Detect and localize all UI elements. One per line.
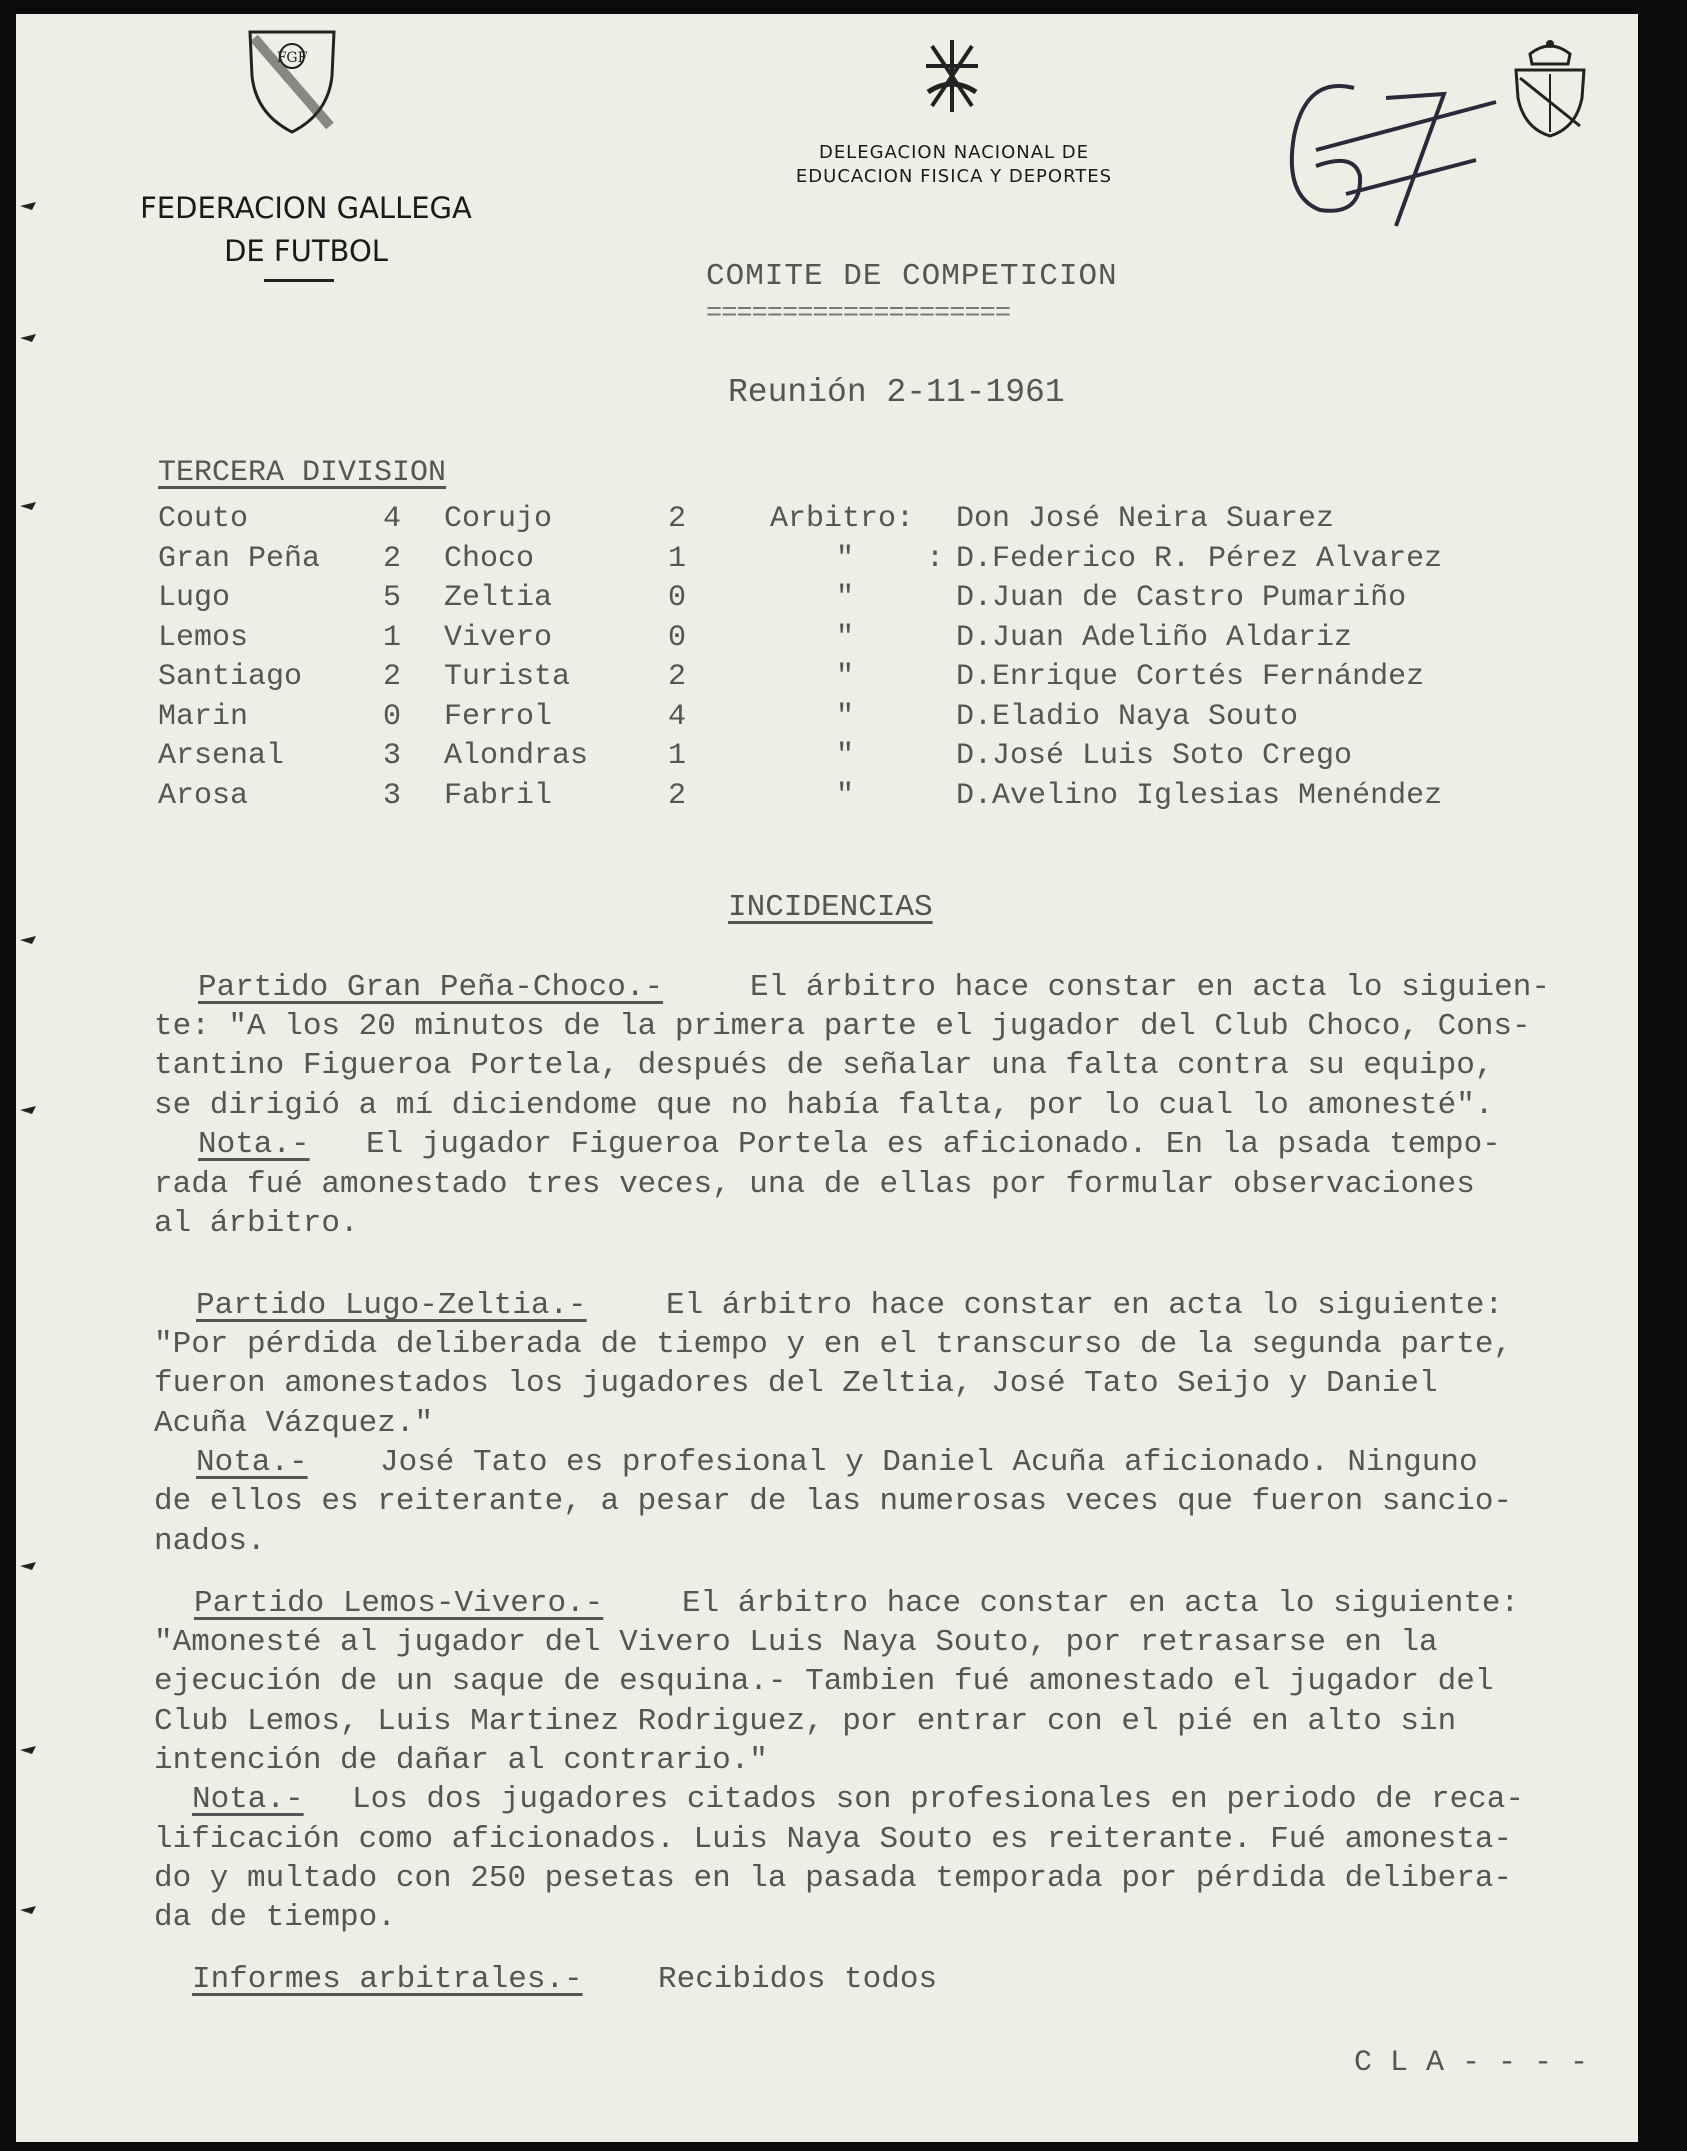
division-heading: TERCERA DIVISION: [158, 456, 447, 490]
home-team: Marin: [158, 700, 249, 734]
referee-prefix: ": [836, 581, 855, 615]
home-score: 3: [383, 739, 402, 773]
note-line: al árbitro.: [154, 1206, 359, 1241]
home-team: Couto: [158, 502, 249, 536]
incident-line: ejecución de un saque de esquina.- Tambien fué amonestado el jugador del: [154, 1664, 1494, 1699]
federation-underline: [264, 279, 334, 282]
incident-line: "Por pérdida deliberada de tiempo y en el transcurso de la segunda parte,: [154, 1327, 1513, 1362]
yoke-arrows-emblem-icon: [922, 36, 982, 118]
incident-line: te: "A los 20 minutos de la primera parte el jugador del Club Choco, Cons-: [154, 1009, 1531, 1044]
referee-name: D.Avelino Iglesias Menéndez: [956, 779, 1443, 813]
away-team: Corujo: [444, 502, 553, 536]
away-score: 1: [668, 739, 687, 773]
referee-prefix: ": [836, 739, 855, 773]
reports-text: Recibidos todos: [658, 1962, 938, 1997]
home-score: 2: [383, 542, 402, 576]
footer-code: C L A - - - -: [1354, 2046, 1589, 2080]
home-score: 5: [383, 581, 402, 615]
crowned-shield-icon: [1510, 34, 1590, 140]
home-score: 4: [383, 502, 402, 536]
note-line: José Tato es profesional y Daniel Acuña aficionado. Ninguno: [380, 1445, 1478, 1480]
incident-line: tantino Figueroa Portela, después de señalar una falta contra su equipo,: [154, 1048, 1494, 1083]
home-team: Santiago: [158, 660, 303, 694]
referee-prefix: ": [836, 660, 855, 694]
binding-notch: [18, 332, 40, 344]
delegation-line2: EDUCACION FISICA Y DEPORTES: [795, 166, 1113, 187]
away-score: 4: [668, 700, 687, 734]
incident-line: fueron amonestados los jugadores del Zeltia, José Tato Seijo y Daniel: [154, 1366, 1438, 1401]
federation-name-line1: FEDERACION GALLEGA: [140, 191, 472, 225]
incident-line: se dirigió a mí diciendome que no había falta, por lo cual lo amonesté".: [154, 1088, 1494, 1123]
reports-heading: Informes arbitrales.-: [192, 1962, 583, 1997]
note-heading: Nota.-: [198, 1127, 310, 1162]
note-line: da de tiempo.: [154, 1900, 396, 1935]
away-score: 0: [668, 581, 687, 615]
away-team: Turista: [444, 660, 571, 694]
document-page: [16, 14, 1638, 2142]
away-score: 1: [668, 542, 687, 576]
referee-name: D.Juan de Castro Pumariño: [956, 581, 1407, 615]
referee-name: D.Federico R. Pérez Alvarez: [956, 542, 1443, 576]
referee-prefix: " :: [836, 542, 945, 576]
home-team: Lemos: [158, 621, 249, 655]
referee-prefix: Arbitro:: [770, 502, 915, 536]
referee-prefix: ": [836, 621, 855, 655]
note-heading: Nota.-: [192, 1782, 304, 1817]
incident-line: "Amonesté al jugador del Vivero Luis Naya Souto, por retrasarse en la: [154, 1625, 1438, 1660]
note-line: do y multado con 250 pesetas en la pasada temporada por pérdida delibera-: [154, 1861, 1513, 1896]
referee-name: D.Eladio Naya Souto: [956, 700, 1299, 734]
referee-prefix: ": [836, 700, 855, 734]
away-score: 0: [668, 621, 687, 655]
away-score: 2: [668, 502, 687, 536]
note-line: nados.: [154, 1524, 266, 1559]
home-score: 0: [383, 700, 402, 734]
incident-line: intención de dañar al contrario.": [154, 1743, 768, 1778]
binding-notch: [18, 1560, 40, 1572]
incident-line: Club Lemos, Luis Martinez Rodriguez, por entrar con el pié en alto sin: [154, 1704, 1457, 1739]
federation-shield-icon: [244, 26, 340, 136]
binding-notch: [18, 1904, 40, 1916]
home-score: 2: [383, 660, 402, 694]
document-title: COMITE DE COMPETICION: [706, 259, 1118, 294]
binding-notch: [18, 934, 40, 946]
referee-name: D.Enrique Cortés Fernández: [956, 660, 1425, 694]
incident-line: El árbitro hace constar en acta lo siguien-: [750, 970, 1550, 1005]
note-line: Los dos jugadores citados son profesionales en periodo de reca-: [352, 1782, 1524, 1817]
away-team: Ferrol: [444, 700, 553, 734]
away-team: Fabril: [444, 779, 553, 813]
incident-line: El árbitro hace constar en acta lo siguiente:: [666, 1288, 1504, 1323]
meeting-date: Reunión 2-11-1961: [728, 374, 1065, 411]
incident-line: Acuña Vázquez.": [154, 1406, 434, 1441]
home-team: Arsenal: [158, 739, 285, 773]
home-team: Arosa: [158, 779, 249, 813]
svg-text:FGF: FGF: [276, 50, 308, 66]
away-team: Zeltia: [444, 581, 553, 615]
note-line: El jugador Figueroa Portela es aficionado. En la psada tempo-: [366, 1127, 1501, 1162]
binding-notch: [18, 1744, 40, 1756]
incident-heading: Partido Lemos-Vivero.-: [194, 1586, 604, 1621]
referee-name: Don José Neira Suarez: [956, 502, 1335, 536]
note-line: de ellos es reiterante, a pesar de las numerosas veces que fueron sancio-: [154, 1484, 1513, 1519]
away-team: Alondras: [444, 739, 589, 773]
home-team: Gran Peña: [158, 542, 321, 576]
handwritten-number-67: [1276, 66, 1516, 246]
incident-line: El árbitro hace constar en acta lo siguiente:: [682, 1586, 1520, 1621]
delegation-line1: DELEGACION NACIONAL DE: [818, 142, 1090, 163]
binding-notch: [18, 500, 40, 512]
away-team: Choco: [444, 542, 535, 576]
binding-notch: [18, 200, 40, 212]
home-team: Lugo: [158, 581, 231, 615]
home-score: 3: [383, 779, 402, 813]
referee-name: D.José Luis Soto Crego: [956, 739, 1353, 773]
title-underline: ====================: [706, 299, 1011, 329]
incident-heading: Partido Lugo-Zeltia.-: [196, 1288, 587, 1323]
note-line: rada fué amonestado tres veces, una de ellas por formular observaciones: [154, 1167, 1475, 1202]
federation-name-line2: DE FUTBOL: [224, 234, 388, 268]
away-team: Vivero: [444, 621, 553, 655]
referee-prefix: ": [836, 779, 855, 813]
away-score: 2: [668, 660, 687, 694]
referee-name: D.Juan Adeliño Aldariz: [956, 621, 1353, 655]
note-line: lificación como aficionados. Luis Naya Souto es reiterante. Fué amonesta-: [154, 1822, 1513, 1857]
incident-heading: Partido Gran Peña-Choco.-: [198, 970, 664, 1005]
incidencias-heading: INCIDENCIAS: [728, 890, 933, 925]
home-score: 1: [383, 621, 402, 655]
note-heading: Nota.-: [196, 1445, 308, 1480]
away-score: 2: [668, 779, 687, 813]
binding-notch: [18, 1104, 40, 1116]
